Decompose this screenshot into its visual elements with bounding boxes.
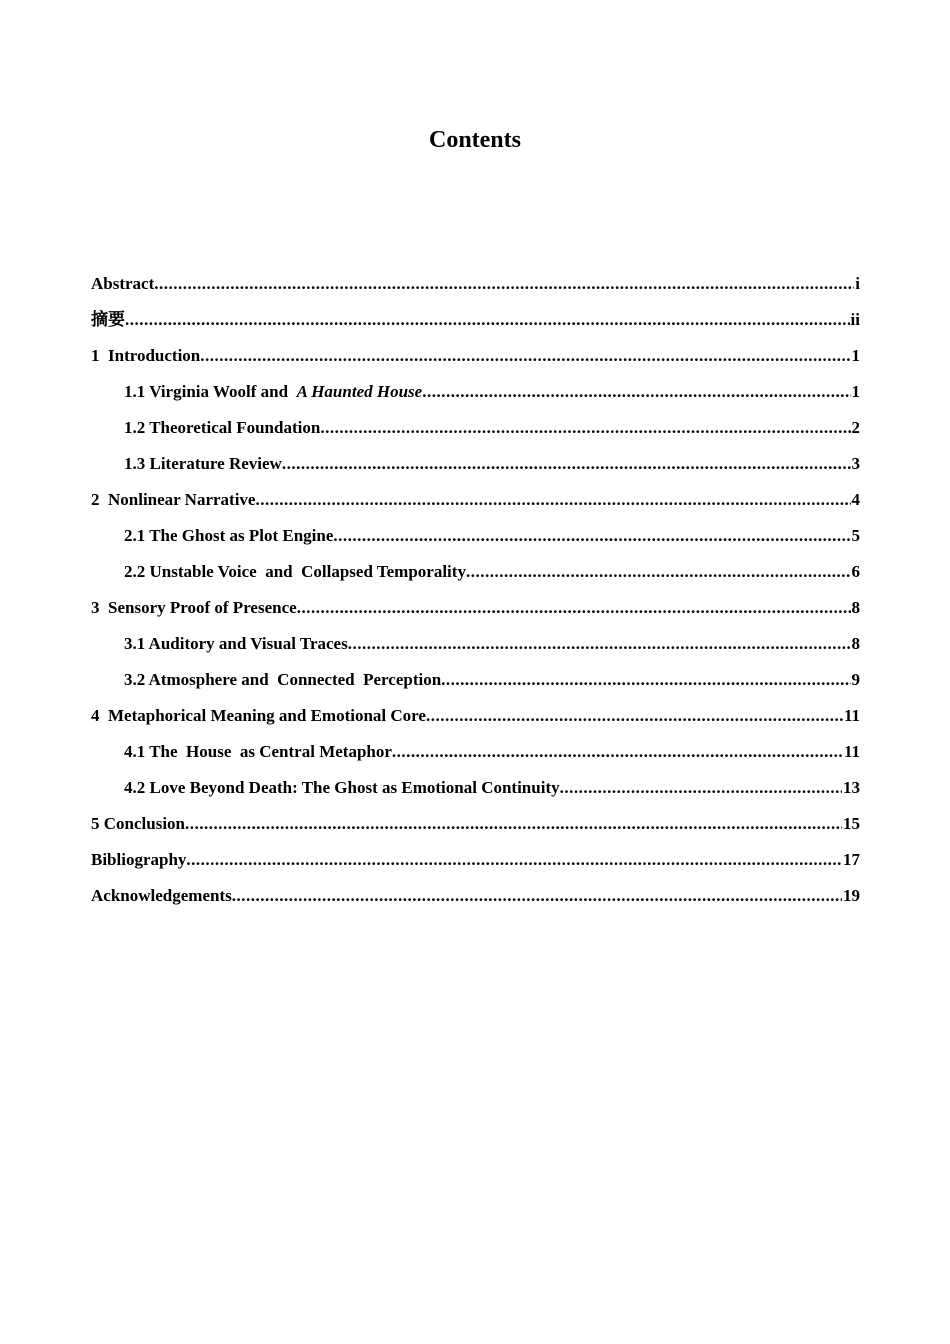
- toc-entry-1-3[interactable]: [91, 450, 860, 486]
- toc-leader-dots: [125, 306, 850, 334]
- toc-entry-page: ii: [850, 310, 860, 329]
- toc-entry-bibliography[interactable]: [91, 846, 860, 882]
- toc-entry-conclusion[interactable]: [91, 810, 860, 846]
- toc-leader-dots: [320, 414, 850, 442]
- toc-entry-label: [124, 378, 422, 406]
- toc-leader-dots: [186, 846, 842, 874]
- toc-entry-page: 1: [851, 346, 860, 365]
- toc-entry-label: 2 Nonlinear Narrative: [91, 490, 256, 509]
- toc-leader-dots: [392, 738, 843, 766]
- toc-entry-label: 1.3 Literature Review: [124, 454, 282, 473]
- toc-entry-label: Bibliography: [91, 850, 187, 869]
- toc-entry-page: i: [855, 274, 860, 293]
- toc-entry-page: 19: [843, 886, 860, 905]
- toc-entry-page: 5: [851, 526, 860, 545]
- toc-leader-dots: [426, 702, 843, 730]
- toc-leader-dots: [441, 666, 850, 694]
- toc-entry-label: 4.2 Love Beyond Death: The Ghost as Emotional Continuity: [124, 778, 560, 797]
- toc-entry-nonlinear-narrative[interactable]: [91, 486, 860, 522]
- toc-entry-1-2[interactable]: [91, 414, 860, 450]
- toc-entry-metaphorical-meaning[interactable]: [91, 702, 860, 738]
- toc-leader-dots: [185, 810, 842, 838]
- page-title: Contents: [428, 127, 521, 153]
- toc-entry-page: 11: [843, 742, 860, 761]
- toc-entry-page: 1: [851, 382, 860, 401]
- toc-leader-dots: [154, 270, 854, 298]
- toc-entry-page: 8: [851, 634, 860, 653]
- toc-entry-label: 4 Metaphorical Meaning and Emotional Core: [91, 706, 426, 725]
- toc-entry-label: 4.1 The House as Central Metaphor: [124, 742, 392, 761]
- toc-leader-dots: [200, 342, 850, 370]
- toc-entry-3-1[interactable]: [91, 630, 860, 666]
- toc-entry-label: 摘要: [91, 310, 125, 329]
- toc-leader-dots: [255, 486, 850, 514]
- toc-entry-label-text: 1.1 Virginia Woolf and: [124, 382, 297, 401]
- toc-leader-dots: [348, 630, 851, 658]
- toc-entry-label: 3.2 Atmosphere and Connected Perception: [124, 670, 442, 689]
- toc-entry-4-2[interactable]: [91, 774, 860, 810]
- toc-leader-dots: [422, 378, 850, 406]
- table-of-contents: [91, 270, 860, 918]
- toc-entry-label: 5 Conclusion: [91, 814, 185, 833]
- toc-entry-page: 15: [843, 814, 860, 833]
- toc-entry-2-2[interactable]: [91, 558, 860, 594]
- toc-entry-2-1[interactable]: [91, 522, 860, 558]
- toc-entry-label: Acknowledgements: [91, 886, 232, 905]
- toc-entry-4-1[interactable]: [91, 738, 860, 774]
- toc-entry-label-title: A Haunted House: [296, 382, 423, 401]
- toc-entry-sensory-proof[interactable]: [91, 594, 860, 630]
- toc-leader-dots: [282, 450, 851, 478]
- toc-entry-label: 1.2 Theoretical Foundation: [124, 418, 321, 437]
- toc-entry-chinese-abstract[interactable]: [91, 306, 860, 342]
- toc-leader-dots: [466, 558, 851, 586]
- toc-entry-page: 11: [843, 706, 860, 725]
- toc-entry-page: 8: [851, 598, 860, 617]
- toc-entry-page: 3: [851, 454, 860, 473]
- toc-entry-page: 6: [851, 562, 860, 581]
- toc-entry-page: 13: [843, 778, 860, 797]
- toc-entry-page: 9: [851, 670, 860, 689]
- toc-leader-dots: [560, 774, 842, 802]
- toc-entry-label: Abstract: [91, 274, 155, 293]
- toc-leader-dots: [333, 522, 850, 550]
- toc-entry-abstract[interactable]: [91, 270, 860, 306]
- toc-leader-dots: [232, 882, 842, 910]
- toc-entry-page: 17: [843, 850, 860, 869]
- toc-entry-page: 4: [851, 490, 860, 509]
- toc-entry-label: 1 Introduction: [91, 346, 201, 365]
- toc-entry-1-1[interactable]: [91, 378, 860, 414]
- toc-entry-label: 3.1 Auditory and Visual Traces: [124, 634, 348, 653]
- toc-entry-introduction[interactable]: [91, 342, 860, 378]
- toc-entry-label: 2.2 Unstable Voice and Collapsed Temporality: [124, 562, 466, 581]
- toc-entry-page: 2: [851, 418, 860, 437]
- toc-entry-3-2[interactable]: [91, 666, 860, 702]
- toc-leader-dots: [297, 594, 851, 622]
- toc-entry-label: 3 Sensory Proof of Presence: [91, 598, 297, 617]
- toc-entry-label: 2.1 The Ghost as Plot Engine: [124, 526, 334, 545]
- toc-entry-acknowledgements[interactable]: [91, 882, 860, 918]
